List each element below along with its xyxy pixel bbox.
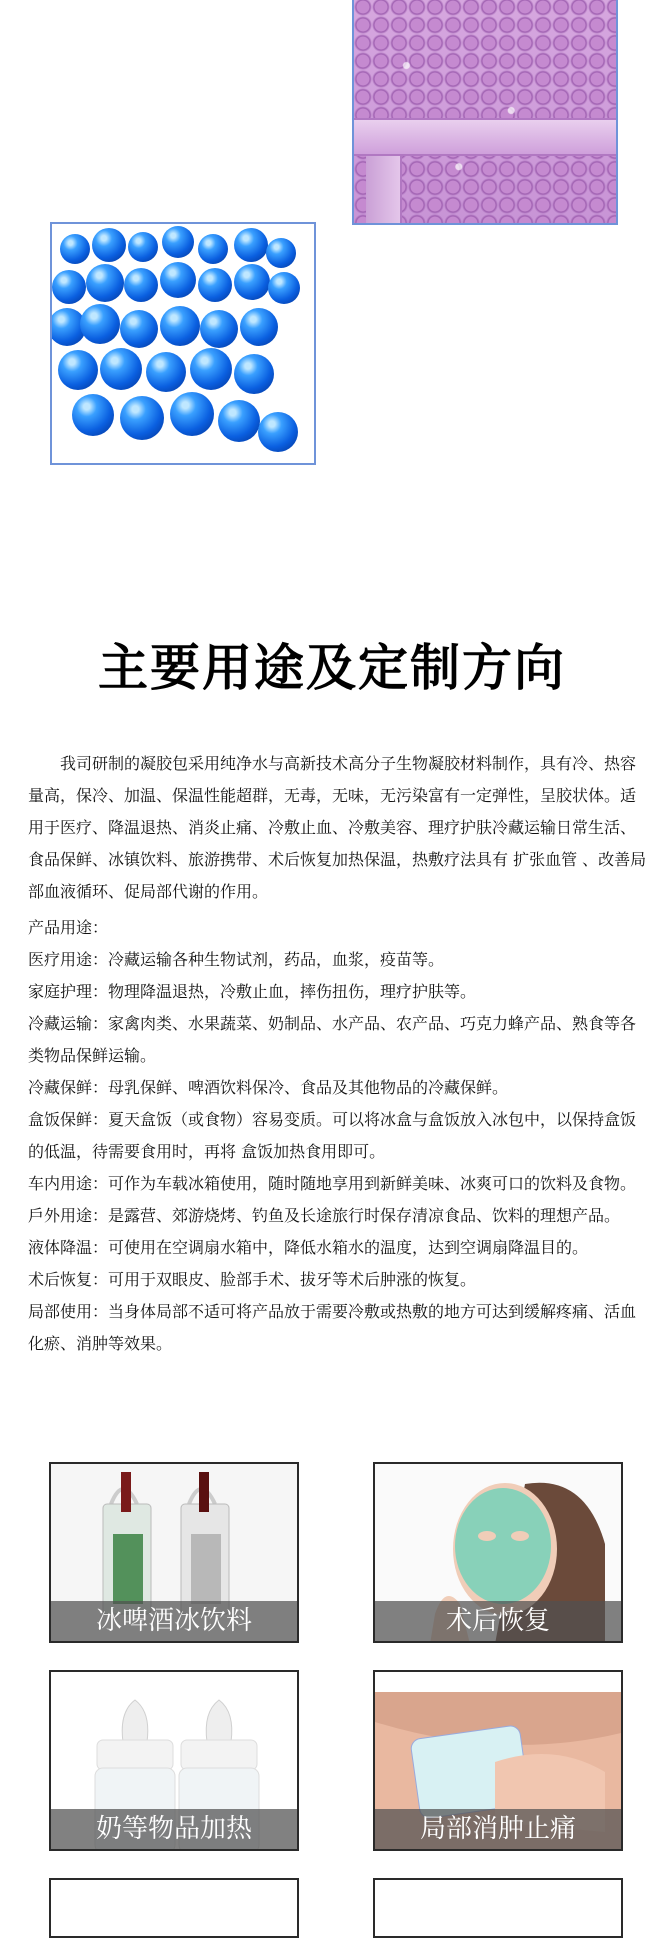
gel-bead xyxy=(72,394,114,436)
use-item: 医疗用途：冷藏运输各种生物试剂，药品，血浆，疫苗等。 xyxy=(28,950,445,969)
gel-bead xyxy=(258,412,298,452)
gel-bead xyxy=(190,348,232,390)
use-item: 局部使用：当身体局部不适可将产品放于需要冷敷或热敷的地方可达到缓解疼痛、活血化瘀、消肿等效果。 xyxy=(28,1302,637,1353)
gel-bead xyxy=(198,234,228,264)
tile-swelling-relief xyxy=(373,1670,623,1851)
use-item: 冷藏运输：家禽肉类、水果蔬菜、奶制品、水产品、农产品、巧克力蜂产品、熟食等各类物品保鲜运输。 xyxy=(28,1014,637,1065)
gel-bead xyxy=(86,264,124,302)
gel-bead xyxy=(234,264,270,300)
gel-bead xyxy=(80,304,120,344)
gel-bead xyxy=(266,238,296,268)
gel-bead xyxy=(52,270,86,304)
use-item: 冷藏保鲜：母乳保鲜、啤酒饮料保冷、食品及其他物品的冷藏保鲜。 xyxy=(28,1078,509,1097)
gel-bead xyxy=(124,268,158,302)
gel-bead xyxy=(234,228,268,262)
gel-bead xyxy=(218,400,260,442)
gel-bead xyxy=(128,232,158,262)
uses-heading: 产品用途： xyxy=(28,918,109,937)
gel-pack-seam xyxy=(354,118,616,156)
tile-cold-drinks xyxy=(49,1462,299,1643)
description-block xyxy=(28,748,648,1360)
use-item: 液体降温：可使用在空调扇水箱中，降低水箱水的温度，达到空调扇降温目的。 xyxy=(28,1238,589,1257)
tile-caption: 术后恢复 xyxy=(375,1601,621,1641)
tile-caption: 局部消肿止痛 xyxy=(375,1809,621,1849)
tile-caption: 奶等物品加热 xyxy=(51,1809,297,1849)
pink-gel-pack-image xyxy=(352,0,618,225)
gel-bead xyxy=(146,352,186,392)
gel-bead xyxy=(198,268,232,302)
tile-partial-right xyxy=(373,1878,623,1938)
tile-partial-left xyxy=(49,1878,299,1938)
gel-bead xyxy=(240,308,278,346)
use-item: 戶外用途：是露营、郊游烧烤、钓鱼及长途旅行时保存清凉食品、饮料的理想产品。 xyxy=(28,1206,621,1225)
gel-bead xyxy=(160,306,200,346)
gel-bead xyxy=(200,310,238,348)
gel-bead xyxy=(60,234,90,264)
gel-bead xyxy=(160,262,196,298)
gel-bead xyxy=(92,228,126,262)
intro-paragraph: 我司研制的凝胶包采用纯净水与高新技术高分子生物凝胶材料制作，具有冷、热容量高，保冷、加温、保温性能超群，无毒，无味，无污染富有一定弹性，呈胶状体。适用于医疗、降温退热、消炎止痛、冷敷止血、冷敷美容、理疗护肤冷藏运输日常生活、食品保鲜、冰镇饮料、旅游携带、术后恢复加热保温，热敷疗法具有 扩张血管 、改善局部血液循环、促局部代谢的作用。 xyxy=(28,754,647,901)
use-item: 车内用途：可作为车载冰箱使用，随时随地享用到新鲜美味、冰爽可口的饮料及食物。 xyxy=(28,1174,637,1193)
use-item: 家庭护理：物理降温退热，冷敷止血，摔伤扭伤，理疗护肤等。 xyxy=(28,982,477,1001)
gel-bead xyxy=(268,272,300,304)
use-item: 盒饭保鲜：夏天盒饭（或食物）容易变质。可以将冰盒与盒饭放入冰包中，以保持盒饭的低温，待需要食用时，再将 盒饭加热食用即可。 xyxy=(28,1110,637,1161)
tile-warming xyxy=(49,1670,299,1851)
use-item: 术后恢复：可用于双眼皮、脸部手术、拔牙等术后肿涨的恢复。 xyxy=(28,1270,477,1289)
gel-bead xyxy=(234,354,274,394)
gel-bead xyxy=(162,226,194,258)
gel-bead xyxy=(100,348,142,390)
blue-gel-beads-image xyxy=(50,222,316,465)
tile-post-surgery xyxy=(373,1462,623,1643)
tile-caption: 冰啤酒冰饮料 xyxy=(51,1601,297,1641)
gel-bead xyxy=(58,350,98,390)
section-title: 主要用途及定制方向 xyxy=(98,639,566,697)
gel-bead xyxy=(120,310,158,348)
gel-bead xyxy=(120,396,164,440)
gel-bead xyxy=(170,392,214,436)
